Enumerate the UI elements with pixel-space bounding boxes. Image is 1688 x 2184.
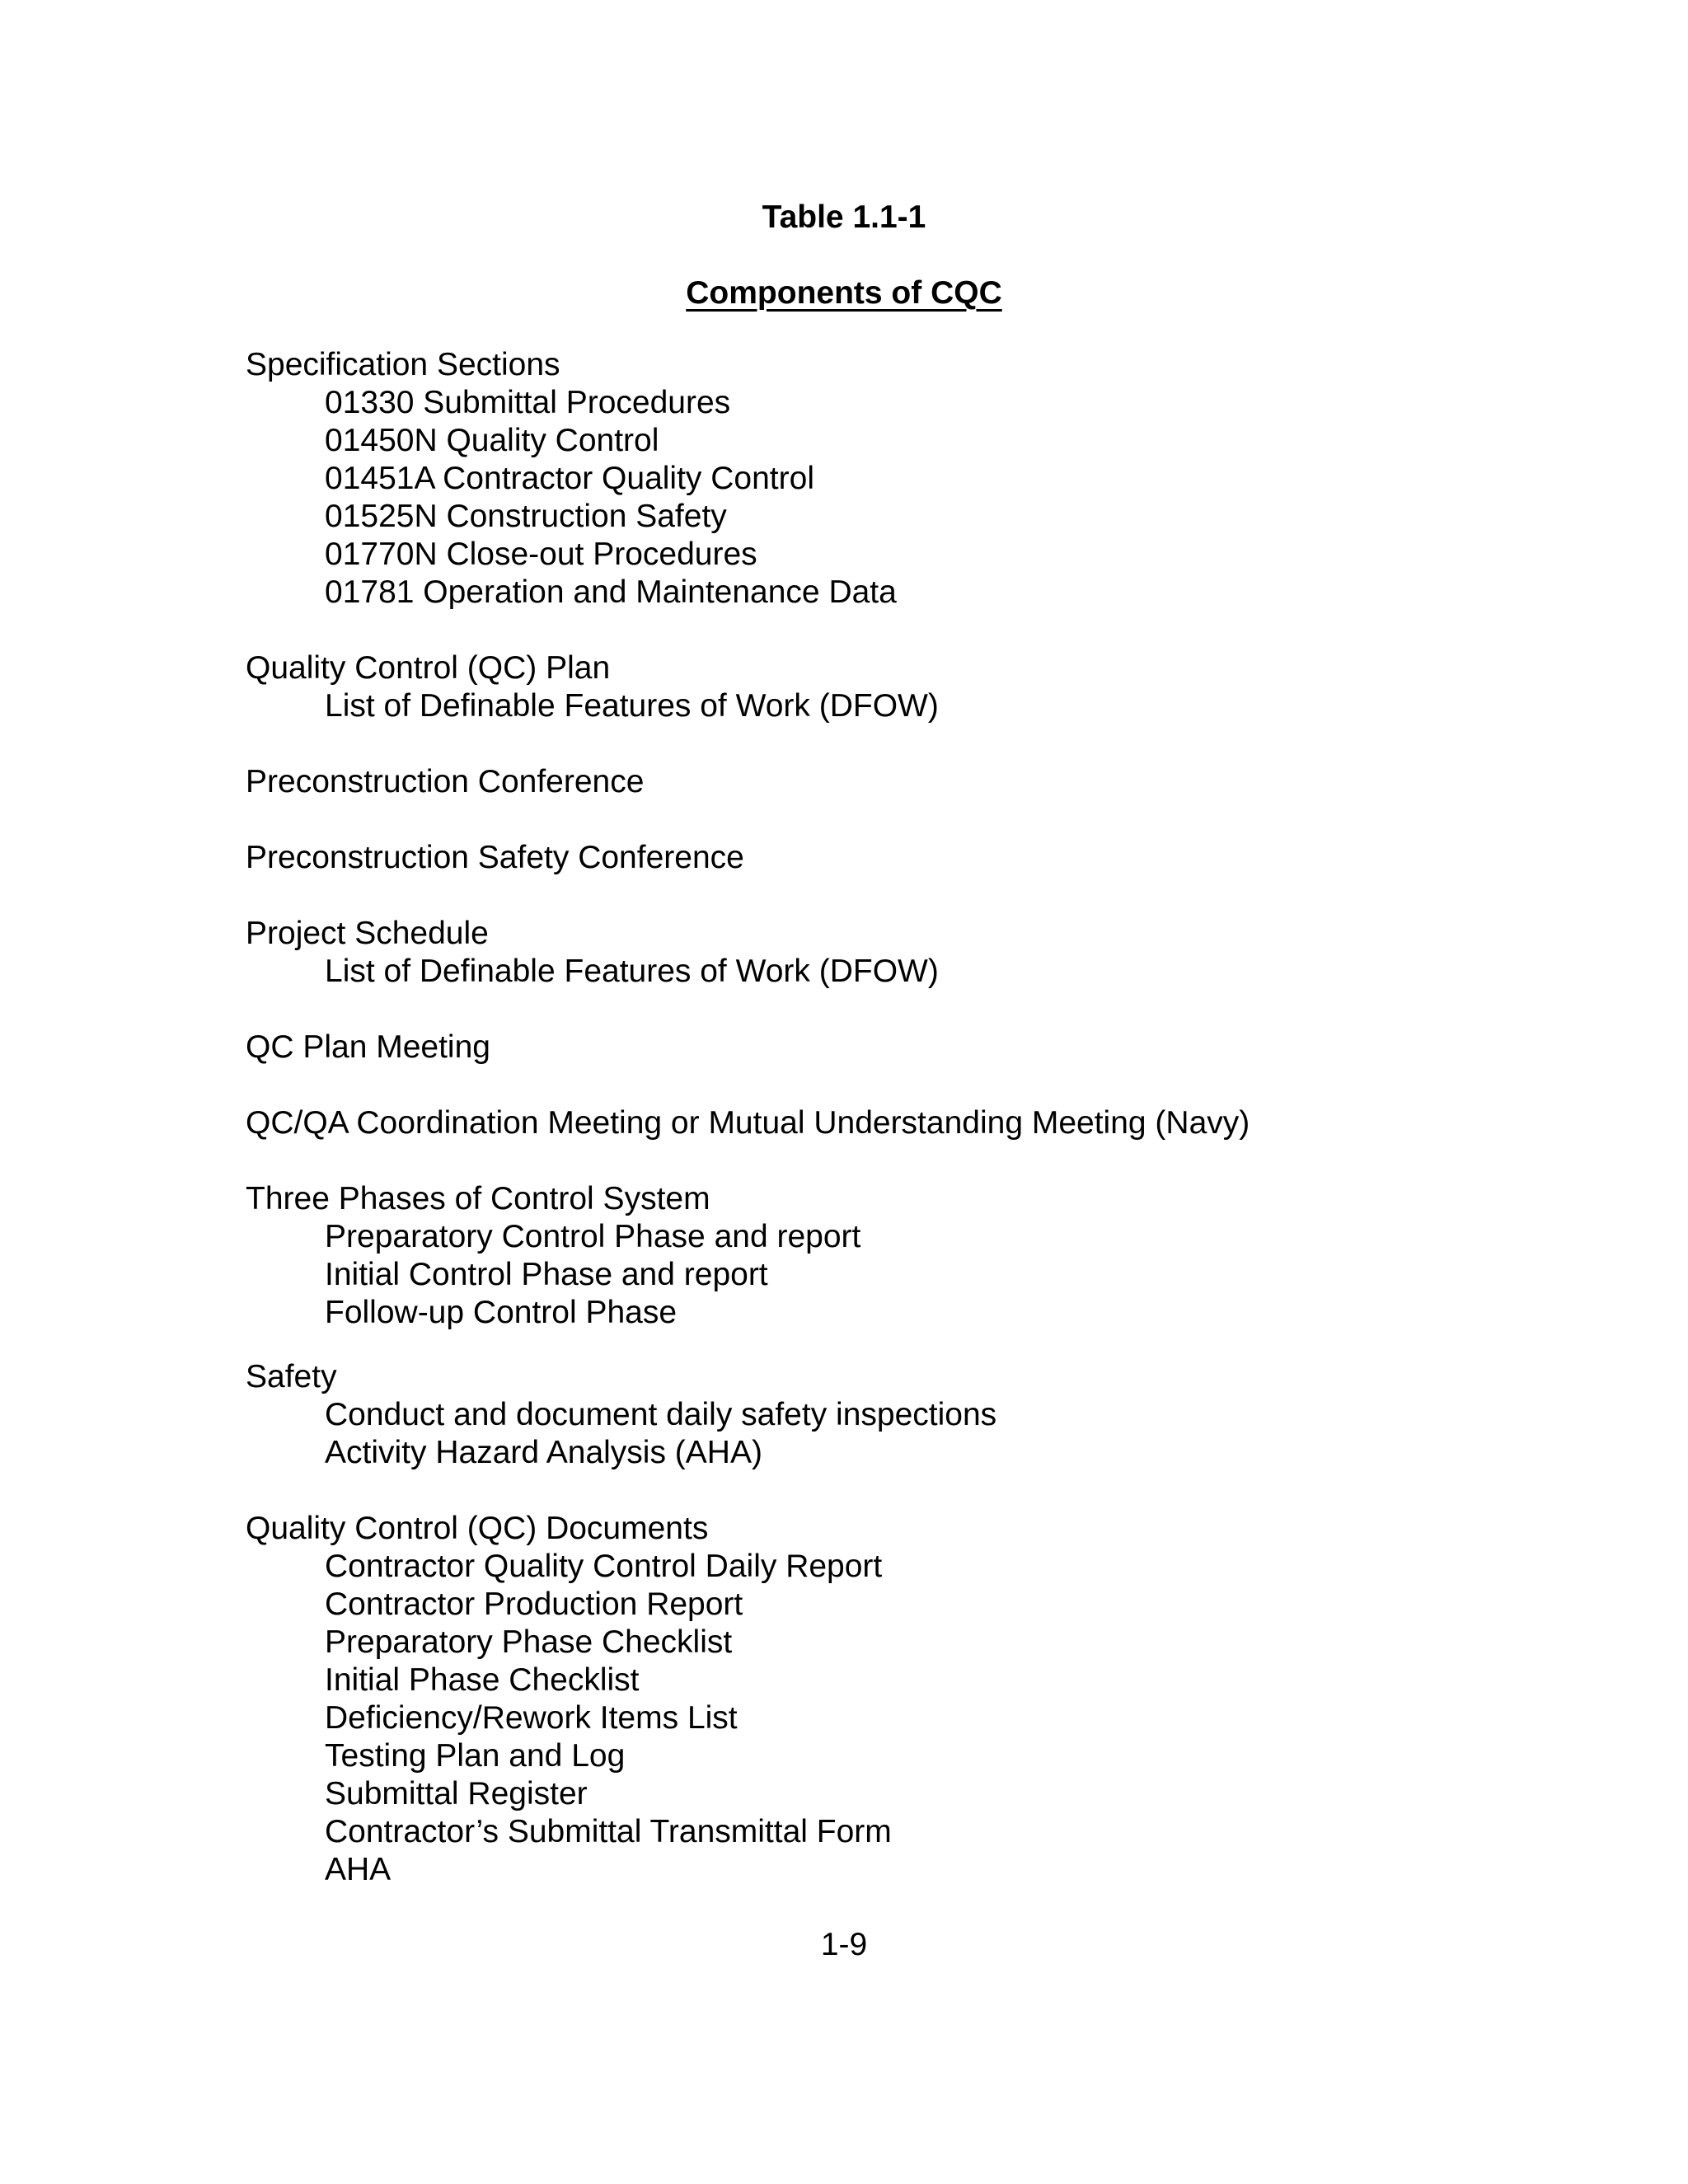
section-item: Contractor’s Submittal Transmittal Form — [325, 1814, 892, 1849]
section-item: Activity Hazard Analysis (AHA) — [325, 1435, 762, 1470]
section-heading: Project Schedule — [246, 916, 489, 951]
section-heading: Preconstruction Safety Conference — [246, 840, 744, 875]
section-coordination-meeting — [246, 1104, 1647, 1142]
section-item: AHA — [325, 1852, 392, 1887]
section-qc-documents — [246, 1510, 1647, 1889]
table-title: Components of CQC — [686, 275, 1002, 311]
section-item: Deficiency/Rework Items List — [325, 1700, 738, 1736]
section-heading: Safety — [246, 1359, 337, 1394]
section-item: Submittal Register — [325, 1776, 588, 1811]
section-safety — [246, 1358, 1647, 1472]
section-item: Preparatory Phase Checklist — [325, 1624, 733, 1660]
section-qc-plan — [246, 649, 1647, 725]
section-item: 01451A Contractor Quality Control — [325, 461, 814, 496]
section-item: List of Definable Features of Work (DFOW) — [325, 688, 939, 724]
section-item: 01781 Operation and Maintenance Data — [325, 574, 897, 610]
section-project-schedule — [246, 915, 1647, 991]
section-heading: Quality Control (QC) Plan — [246, 650, 611, 686]
section-heading: QC Plan Meeting — [246, 1029, 490, 1065]
section-preconstruction-safety-conference — [246, 839, 1647, 877]
components-list — [246, 346, 1647, 1927]
section-item: Testing Plan and Log — [325, 1738, 626, 1774]
section-item: 01770N Close-out Procedures — [325, 537, 757, 572]
section-heading: Specification Sections — [246, 347, 560, 382]
section-heading: Preconstruction Conference — [246, 764, 645, 799]
section-heading: Three Phases of Control System — [246, 1181, 710, 1216]
section-item: Initial Control Phase and report — [325, 1257, 768, 1292]
section-item: Contractor Production Report — [325, 1586, 743, 1622]
section-item: Contractor Quality Control Daily Report — [325, 1549, 883, 1584]
section-heading: Quality Control (QC) Documents — [246, 1511, 709, 1546]
section-item: Preparatory Control Phase and report — [325, 1219, 861, 1254]
section-item: Follow-up Control Phase — [325, 1295, 678, 1330]
section-specification-sections — [246, 346, 1647, 612]
section-heading: QC/QA Coordination Meeting or Mutual Understanding Meeting (Navy) — [246, 1105, 1250, 1141]
section-three-phases — [246, 1180, 1647, 1332]
section-item: 01525N Construction Safety — [325, 499, 727, 534]
table-number: Table 1.1-1 — [762, 199, 926, 235]
section-item: List of Definable Features of Work (DFOW) — [325, 954, 939, 989]
section-item: 01330 Submittal Procedures — [325, 385, 731, 420]
page-number: 1-9 — [820, 1927, 868, 1962]
section-item: 01450N Quality Control — [325, 423, 659, 458]
section-item: Initial Phase Checklist — [325, 1662, 640, 1698]
section-qc-plan-meeting — [246, 1029, 1647, 1066]
section-preconstruction-conference — [246, 763, 1647, 801]
section-item: Conduct and document daily safety inspections — [325, 1397, 997, 1432]
